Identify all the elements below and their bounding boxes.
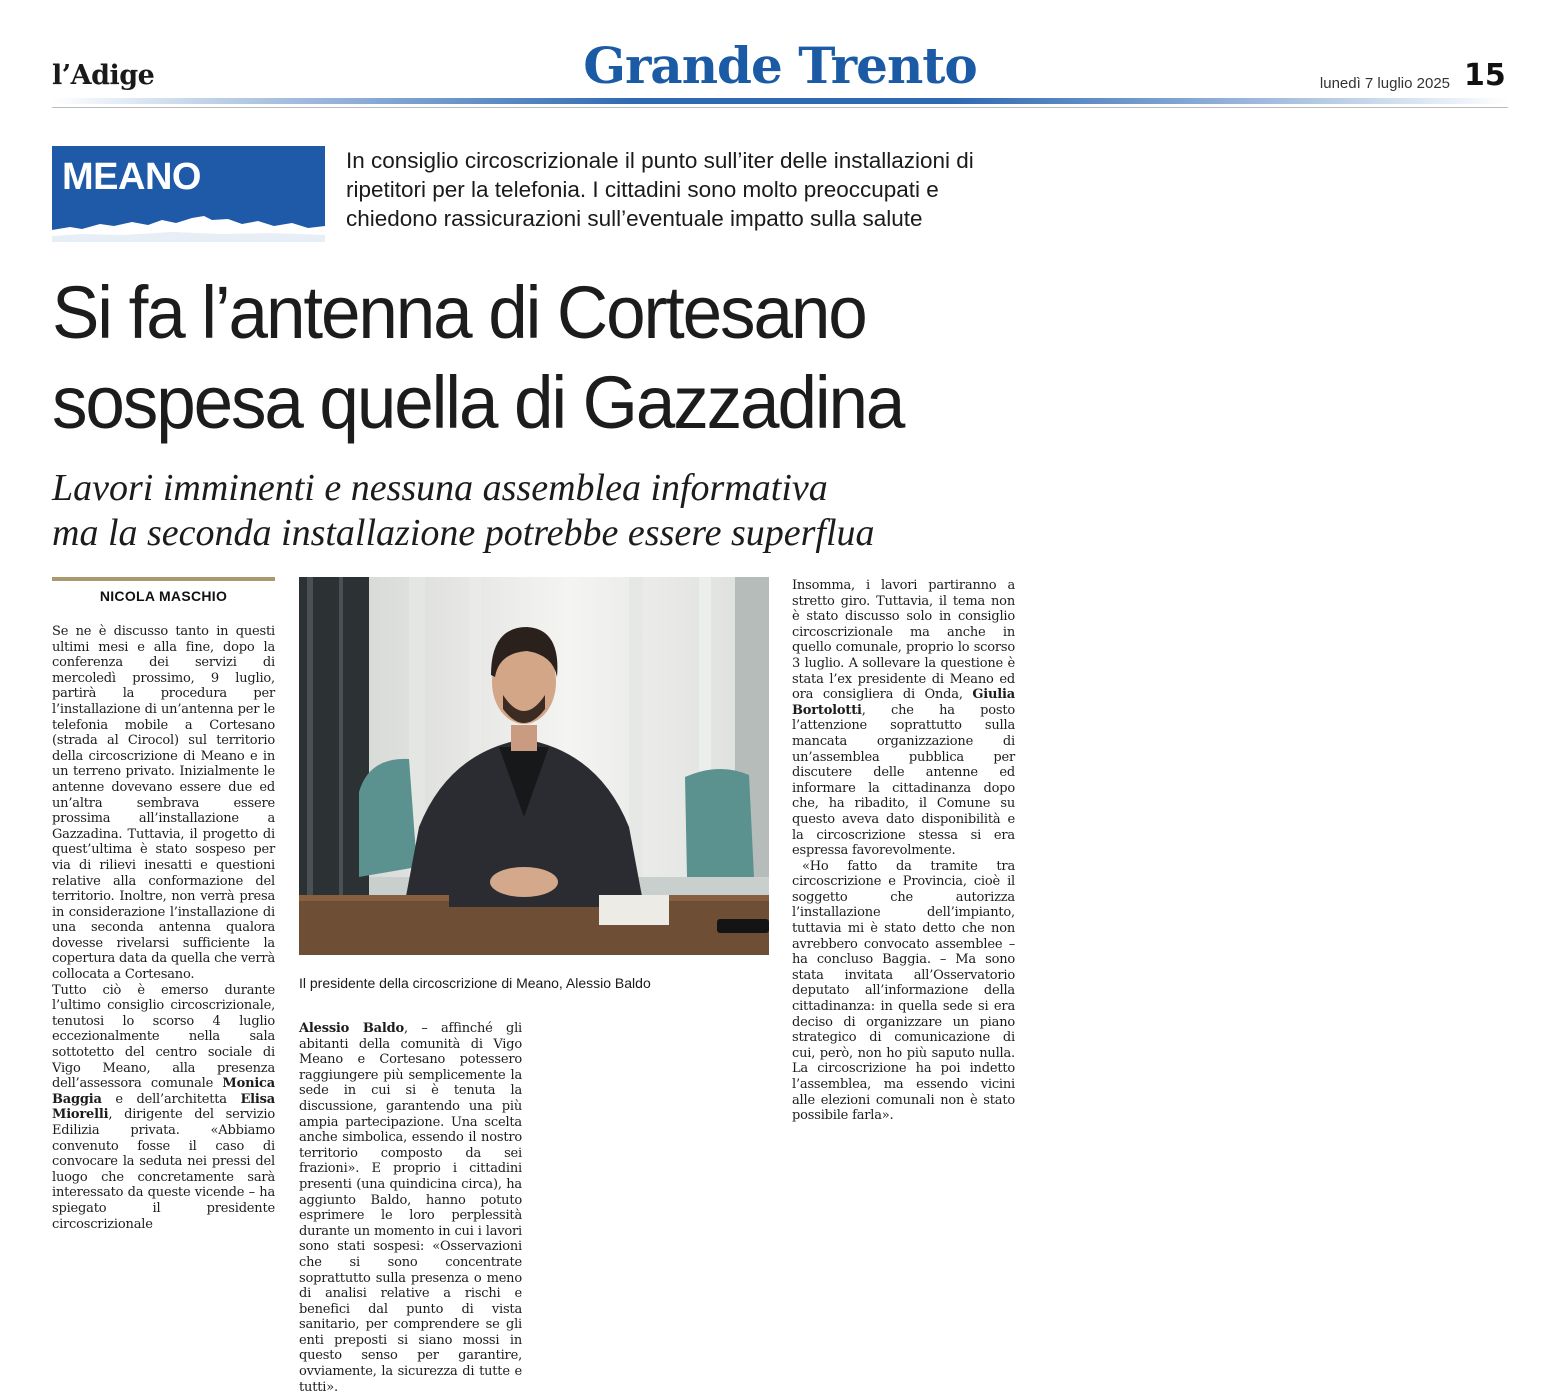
- article-paragraph: [52, 983, 275, 1233]
- article-paragraph: [792, 578, 1015, 859]
- summary: In consiglio circoscrizionale il punto sull’iter delle installazioni di ripetitori per la telefonia. I cittadini sono molto preoccupati e chiedono rassicurazioni sull’eventuale impatto sulla salute: [346, 148, 974, 231]
- subheadline-line-1: Lavori imminenti e nessuna assemblea informativa: [52, 467, 828, 509]
- text-run: Tutto ciò è emerso durante l’ultimo consiglio circoscrizionale, tenutosi lo scorso 4 luglio eccezionalmente nella sala sottotetto del centro sociale di Vigo Meano, alla presenza dell’assessora comunale: [52, 982, 275, 1092]
- header-divider: [52, 107, 1508, 108]
- mountain-icon: [52, 200, 325, 242]
- text-run: , dirigente del servizio Edilizia privata. «Abbiamo convenuto fosse il caso di convocare la seduta nei pressi del luogo che concretamente sarà interessato da queste vicende – ha spiegato il presidente circoscrizionale: [52, 1107, 275, 1232]
- person-name: Monica Baggia: [52, 1076, 275, 1107]
- text-run: e dell’architetta: [101, 1091, 241, 1107]
- text-run: Insomma, i lavori partiranno a stretto giro. Tuttavia, il tema non è stato discusso solo in consiglio circoscrizionale ma anche in quello comunale, proprio lo scorso 3 luglio. A sollevare la questione è stata l’ex presidente di Meano ed ora consigliera di Onda,: [792, 578, 1015, 703]
- issue-date: lunedì 7 luglio 2025: [1319, 75, 1450, 92]
- person-name: Elisa Miorelli: [52, 1091, 275, 1123]
- photo-illustration: [299, 577, 769, 955]
- byline: NICOLA MASCHIO: [99, 588, 228, 604]
- text-run: , che ha posto l’attenzione soprattutto sulla mancata organizzazione di un’assemblea pubblica per discutere delle antenne ed informare la cittadinanza dopo che, ha ribadito, il Comune su questo aveva dato disponibilità e la circoscrizione stessa si era espressa favorevolmente.: [792, 702, 1015, 859]
- headline-line-1: Si fa l’antenna di Cortesano: [52, 271, 866, 354]
- subheadline: [52, 466, 1052, 556]
- headline-line-2: sospesa quella di Gazzadina: [52, 361, 904, 444]
- article-column-1: [52, 624, 275, 1232]
- masthead-logo: l’Adige: [52, 60, 155, 91]
- photo-caption: Il presidente della circoscrizione di Meano, Alessio Baldo: [299, 975, 651, 991]
- byline-rule: [52, 577, 275, 581]
- section-title: Grande Trento: [583, 36, 977, 95]
- header-rule: [52, 98, 1508, 104]
- page-number: 15: [1464, 58, 1506, 93]
- article-paragraph: Se ne è discusso tanto in questi ultimi mesi e alla fine, dopo la conferenza dei servizi di mercoledì prossimo, 9 luglio, partirà la procedura per l’installazione di un’antenna per le telefonia mobile a Cortesano (strada al Cirocol) sul territorio della circoscrizione di Meano e in un terreno privato. Inizialmente le antenne dovevano essere due ed un’altra sembrava essere prossima all’installazione a Gazzadina. Tuttavia, il progetto di quest’ultima è stato sospeso per via di rilievi inesatti e questioni relative alla conformazione del territorio. Inoltre, non verrà presa in considerazione l’installazione di una seconda antenna qualora dovesse rivelarsi sufficiente la copertura data da quella che verrà collocata a Cortesano.: [52, 624, 275, 983]
- kicker-label: MEANO: [62, 156, 201, 198]
- person-name: Giulia Bortolotti: [792, 687, 1015, 718]
- headline: [52, 268, 1012, 448]
- text-run: , – affinché gli abitanti della comunità di Vigo Meano e Cortesano potessero raggiungere più semplicemente la sede in cui si è tenuta la discussione, garantendo una più ampia partecipazione. Una scelta anche simbolica, essendo il nostro territorio composto da sei frazioni». E proprio i cittadini presenti (una quindicina circa), ha aggiunto Baldo, hanno potuto esprimere le loro perplessità durante un momento in cui i lavori sono stati sospesi: «Osservazioni che si sono concentrate soprattutto sulla presenza o meno di analisi relative a rischi e benefici dal punto di vista sanitario, per comprendere se gli enti preposti si siano mossi in questo senso per garantire, ovviamente, la sicurezza di tutte e tutti».: [299, 1021, 522, 1395]
- article-paragraph: [299, 1021, 522, 1395]
- person-name: Alessio Baldo: [299, 1021, 405, 1036]
- subheadline-line-2: ma la seconda installazione potrebbe essere superflua: [52, 512, 875, 554]
- article-column-4: [792, 578, 1015, 1124]
- article-paragraph: «Ho fatto da tramite tra circoscrizione e Provincia, cioè il soggetto che autorizza l’installazione dell’impianto, tuttavia mi è stato detto che non avrebbero convocato assemblee – ha concluso Baggia. – Ma sono stata invitata all’Osservatorio deputato all’informazione della cittadinanza: in quella sede si era deciso di organizzare un piano strategico di comunicazione di cui, però, non ho più saputo nulla. La circoscrizione ha poi indetto l’assemblea, ma essendo vicini alle elezioni comunali non è stato possibile farla».: [792, 858, 1015, 1124]
- article-photo: [299, 577, 769, 955]
- article-column-2: [299, 1021, 522, 1395]
